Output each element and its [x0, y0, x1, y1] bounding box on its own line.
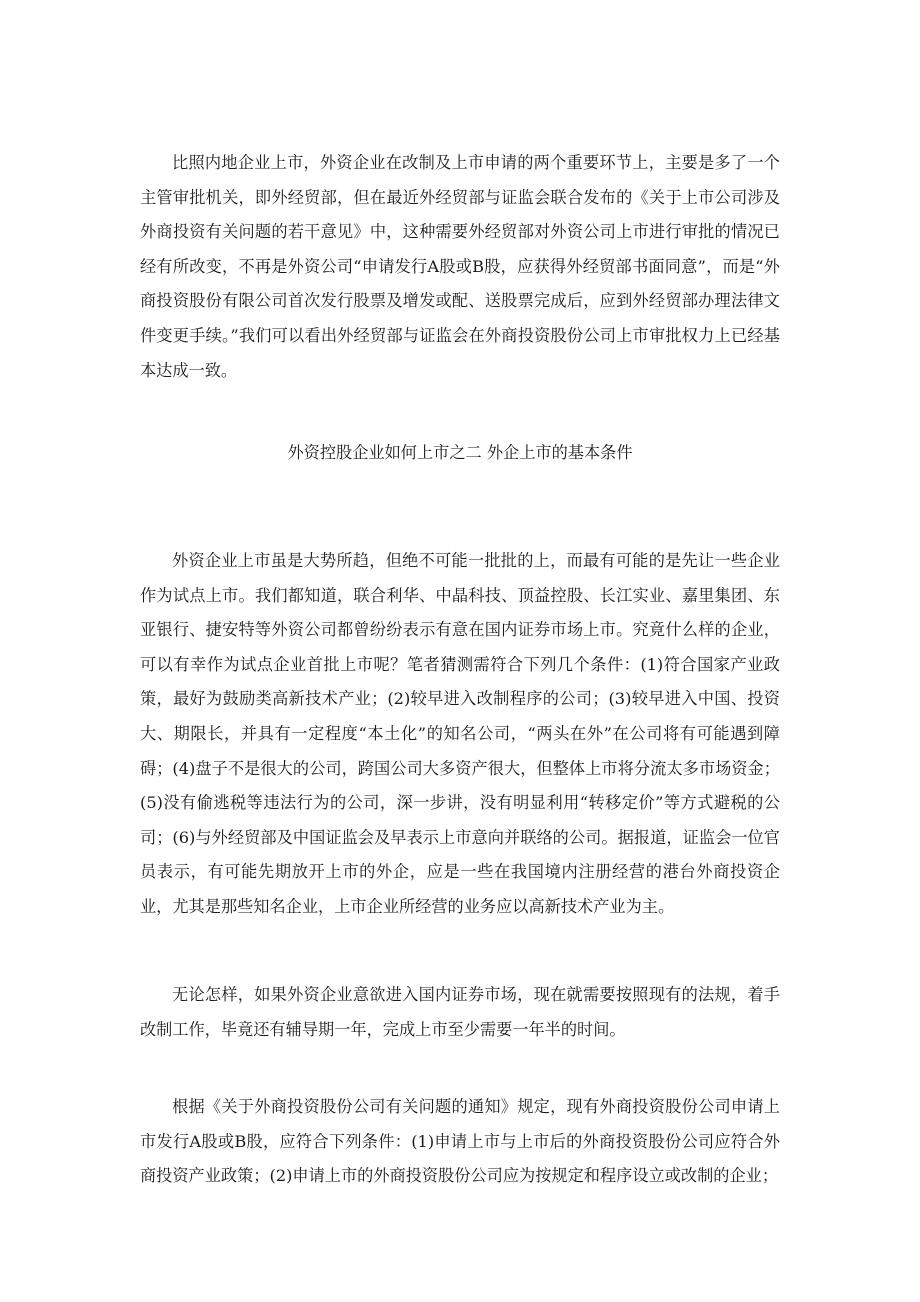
- body-paragraph: 外资企业上市虽是大势所趋，但绝不可能一批批的上，而最有可能的是先让一些企业作为试点上市。我们都知道，联合利华、中晶科技、顶益控股、长江实业、嘉里集团、东亚银行、捷安特等外资公司都曾纷纷表示有意在国内证券市场上市。究竟什么样的企业，可以有幸作为试点企业首批上市呢？笔者猜测需符合下列几个条件：(1)符合国家产业政策，最好为鼓励类高新技术产业；(2)较早进入改制程序的公司；(3)较早进入中国、投资大、期限长，并具有一定程度“本土化”的知名公司，“两头在外”在公司将有可能遇到障碍；(4)盘子不是很大的公司，跨国公司大多资产很大，但整体上市将分流太多市场资金；(5)没有偷逃税等违法行为的公司，深一步讲，没有明显利用“转移定价”等方式避税的公司；(6)与外经贸部及中国证监会及早表示上市意向并联络的公司。据报道，证监会一位官员表示，有可能先期放开上市的外企，应是一些在我国境内注册经营的港台外商投资企业，尤其是那些知名企业，上市企业所经营的业务应以高新技术产业为主。: [140, 551, 780, 916]
- body-paragraph: 根据《关于外商投资股份公司有关问题的通知》规定，现有外商投资股份公司申请上市发行A股或B股，应符合下列条件：(1)申请上市与上市后的外商投资股份公司应符合外商投资产业政策；(2)申请上市的外商投资股份公司应为按规定和程序设立或改制的企业；: [140, 1097, 780, 1186]
- section-heading: 外资控股企业如何上市之二 外企上市的基本条件: [287, 443, 633, 462]
- body-paragraph: 比照内地企业上市，外资企业在改制及上市申请的两个重要环节上，主要是多了一个主管审批机关，即外经贸部，但在最近外经贸部与证监会联合发布的《关于上市公司涉及外商投资有关问题的若干意见》中，这种需要外经贸部对外资公司上市进行审批的情况已经有所改变，不再是外资公司“申请发行A股或B股，应获得外经贸部书面同意”，而是“外商投资股份有限公司首次发行股票及增发或配、送股票完成后，应到外经贸部办理法律文件变更手续。”我们可以看出外经贸部与证监会在外商投资股份公司上市审批权力上已经基本达成一致。: [140, 153, 780, 380]
- body-paragraph: 无论怎样，如果外资企业意欲进入国内证券市场，现在就需要按照现有的法规，着手改制工作，毕竟还有辅导期一年，完成上市至少需要一年半的时间。: [140, 985, 780, 1039]
